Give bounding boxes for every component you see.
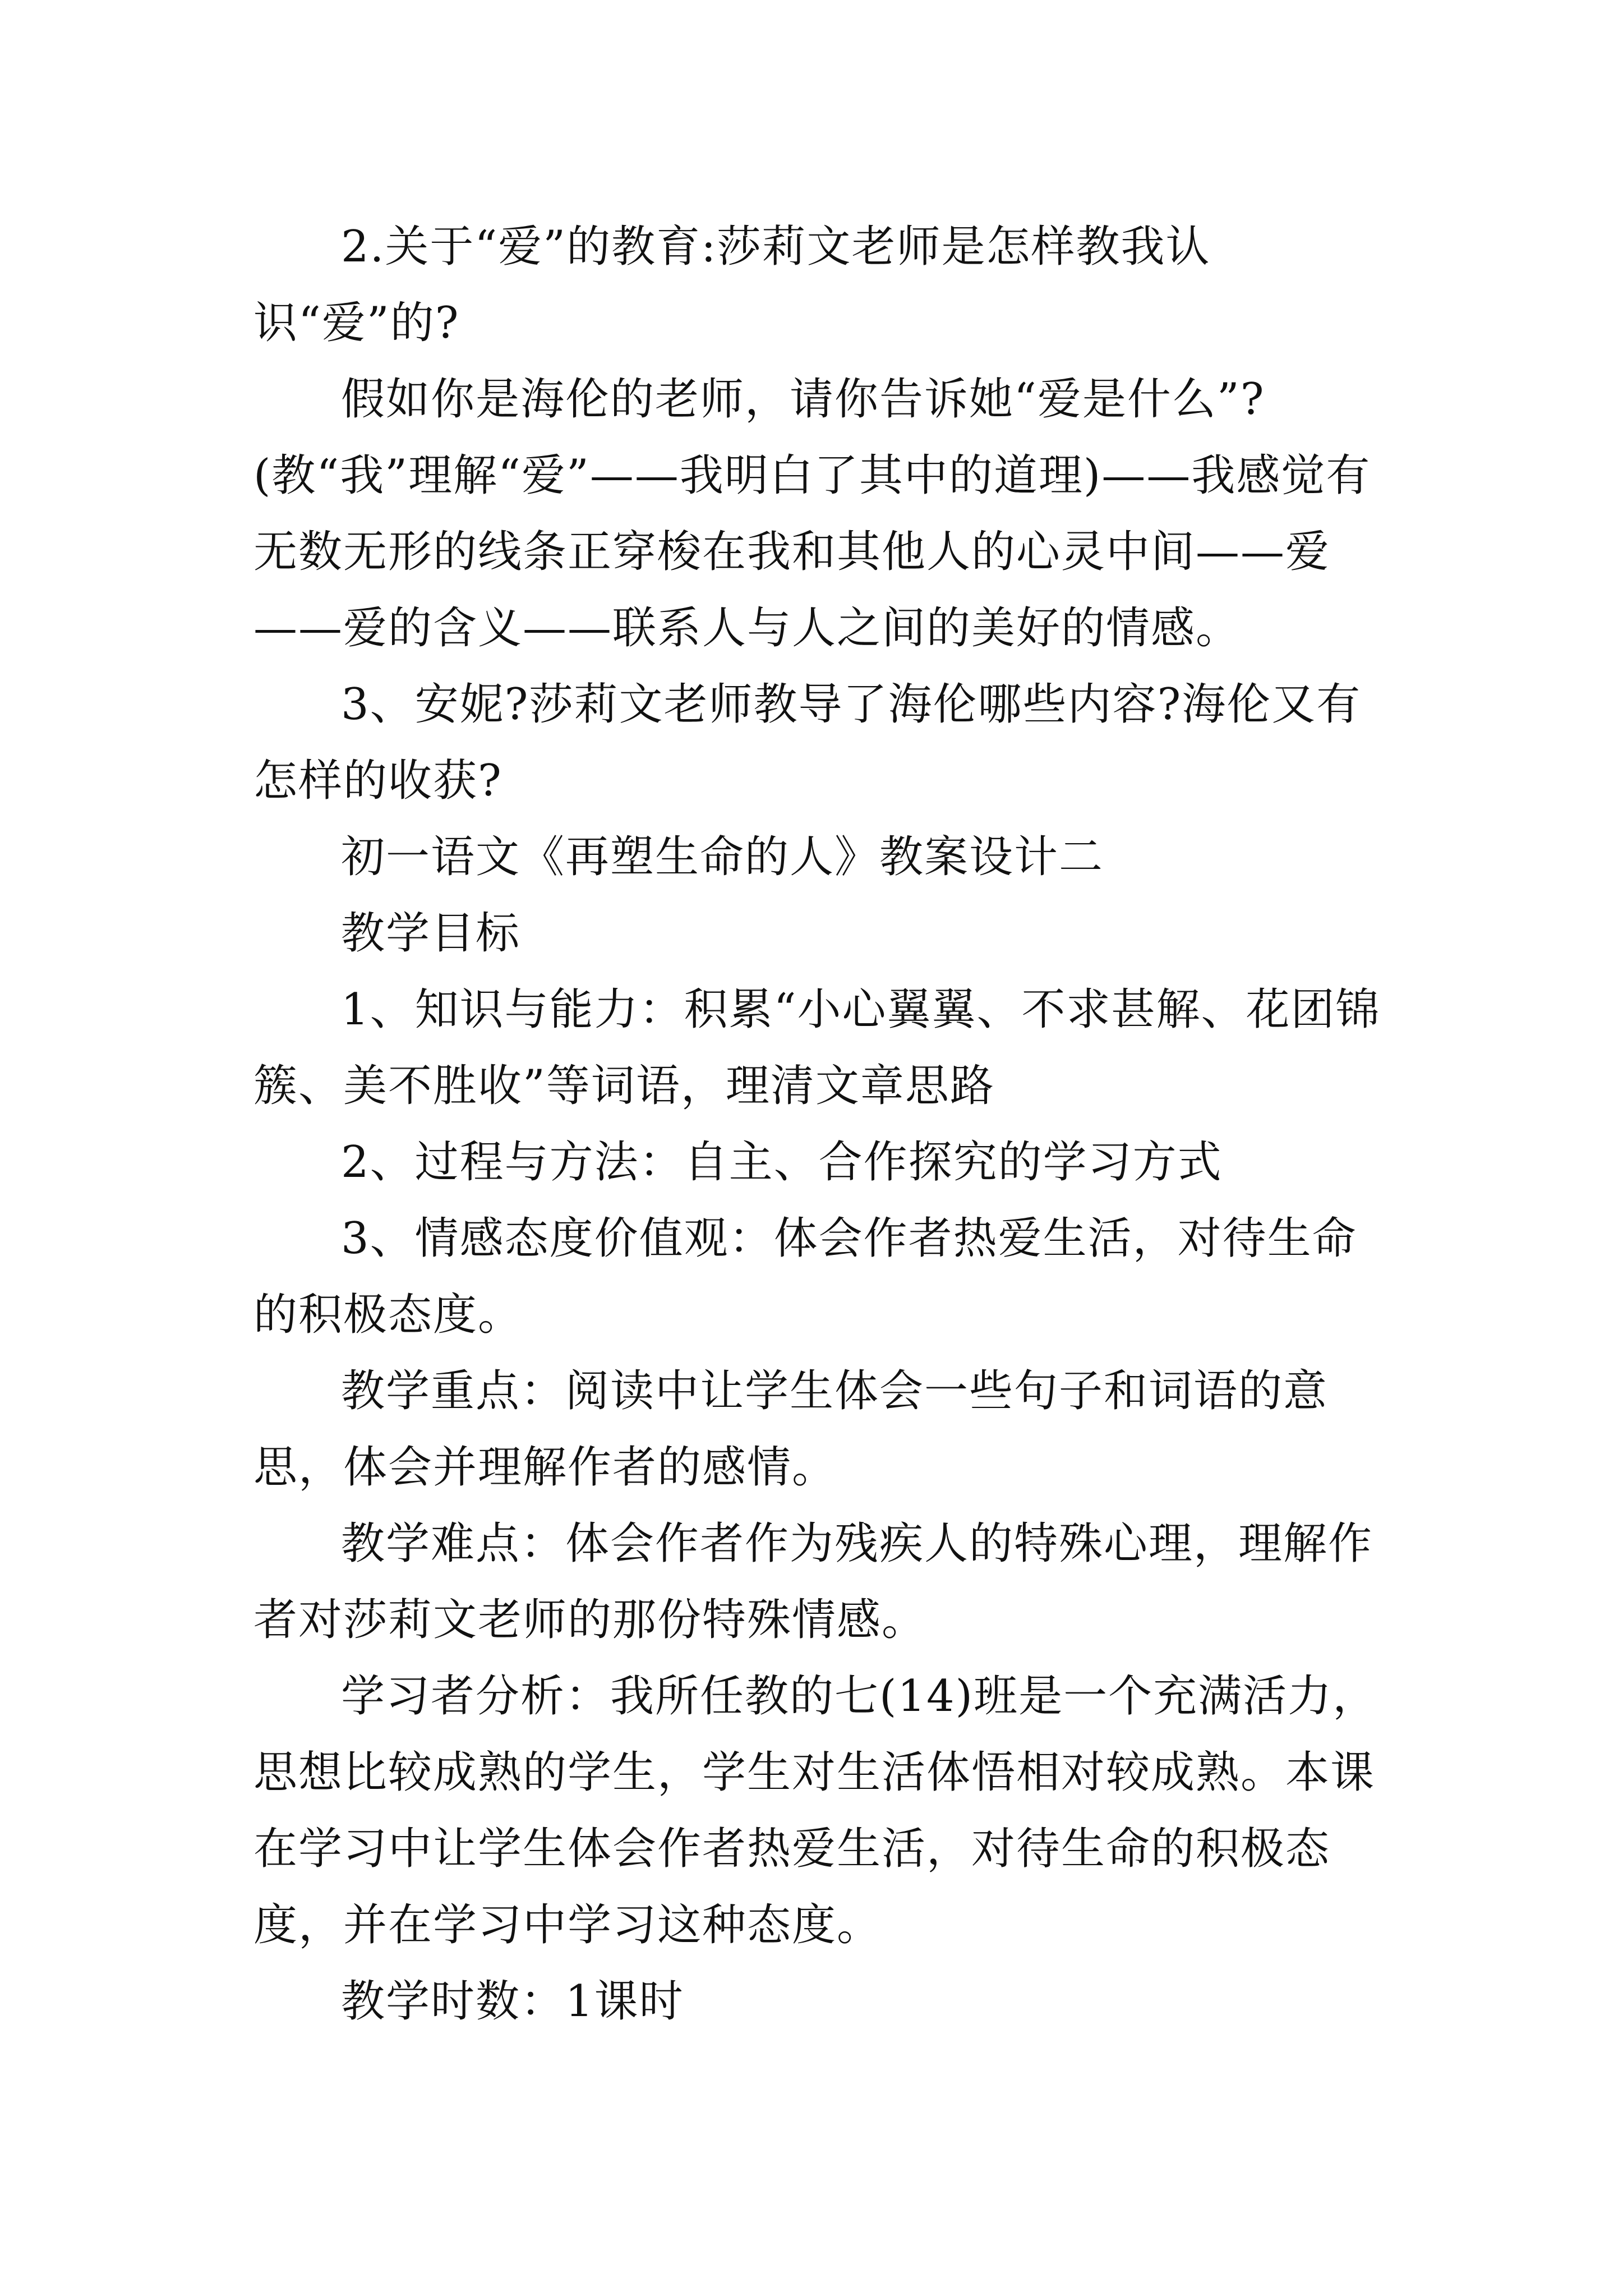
section-title-lesson-plan-two: 初一语文《再塑生命的人》教案设计二 [341, 832, 1104, 882]
heading-teaching-objectives: 教学目标 [341, 908, 521, 959]
paragraph-love-education-question: 2.关于“爱”的教育:莎莉文老师是怎样教我认识“爱”的? [253, 222, 1211, 348]
objective-emotion-values: 3、情感态度价值观：体会作者热爱生活，对待生命的积极态度。 [253, 1213, 1357, 1340]
teaching-hours: 教学时数：1课时 [341, 1976, 684, 2027]
objective-knowledge-ability: 1、知识与能力：积累“小心翼翼、不求甚解、花团锦簇、美不胜收”等词语，理清文章思路 [253, 984, 1381, 1111]
document-body [253, 209, 1386, 2040]
paragraph-annie-sullivan-question: 3、安妮?莎莉文老师教导了海伦哪些内容?海伦又有怎样的收获? [253, 679, 1362, 806]
paragraph-what-is-love: 假如你是海伦的老师，请你告诉她“爱是什么”?(教“我”理解“爱”——我明白了其中的道理)——我感觉有无数无形的线条正穿梭在我和其他人的心灵中间——爱——爱的含义——联系人与人之间的美好的情感。 [253, 374, 1371, 654]
teaching-key-points: 教学重点：阅读中让学生体会一些句子和词语的意思，体会并理解作者的感情。 [253, 1366, 1329, 1493]
objective-process-method: 2、过程与方法：自主、合作探究的学习方式 [341, 1137, 1223, 1188]
teaching-difficulties: 教学难点：体会作者作为残疾人的特殊心理，理解作者对莎莉文老师的那份特殊情感。 [253, 1519, 1373, 1645]
learner-analysis: 学习者分析：我所任教的七(14)班是一个充满活力，思想比较成熟的学生，学生对生活体悟相对较成熟。本课在学习中让学生体会作者热爱生活，对待生命的积极态度，并在学习中学习这种态度。 [253, 1671, 1378, 1950]
